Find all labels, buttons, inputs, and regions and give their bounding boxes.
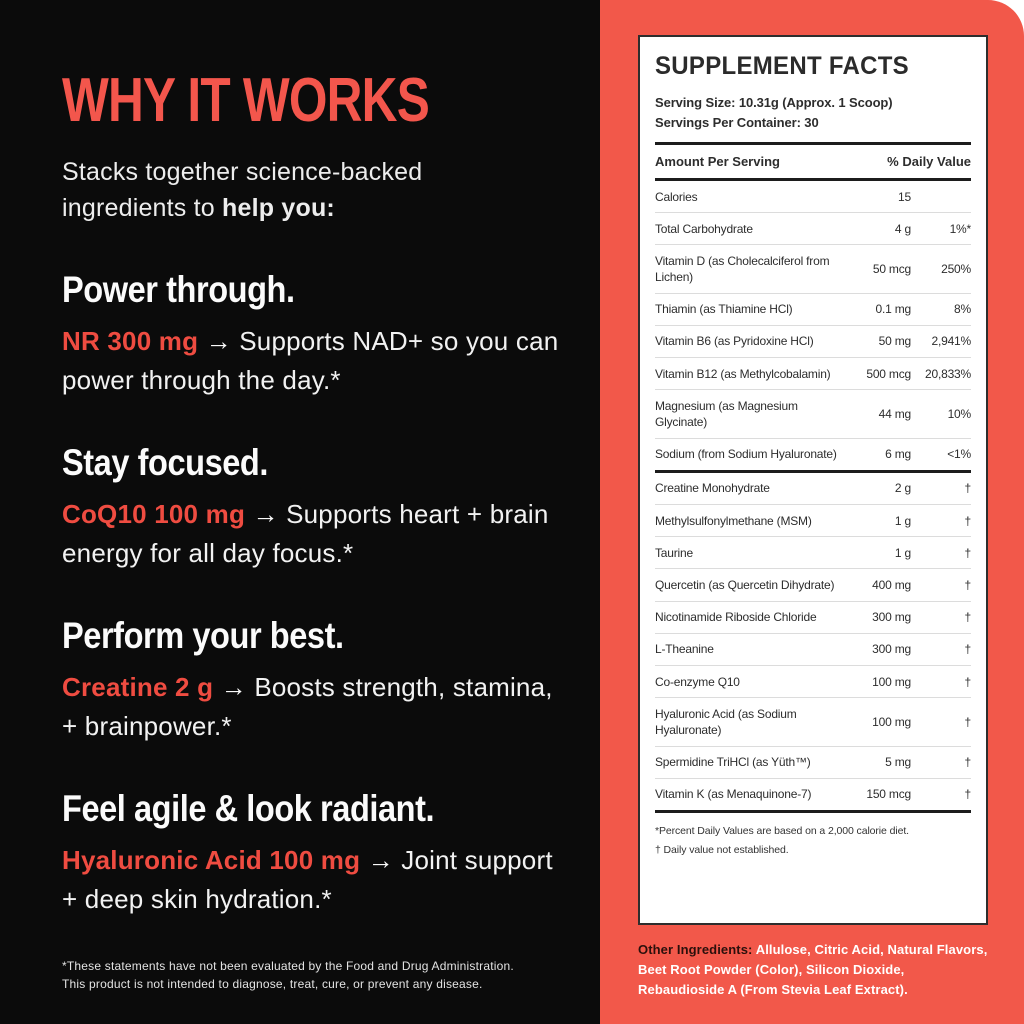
nutrient-daily-value: 20,833% [925, 366, 971, 381]
nutrient-name: Magnesium (as Magnesium Glycinate) [655, 398, 798, 429]
nutrient-amount: 2 g [894, 481, 911, 496]
nutrient-row [655, 181, 971, 213]
nutrient-amount: 15 [898, 189, 911, 204]
nutrient-row [655, 537, 971, 569]
nutrient-row [655, 698, 971, 746]
nutrient-amount: 1 g [894, 545, 911, 560]
nutrient-name: Calories [655, 189, 698, 204]
benefit-heading: Feel agile & look radiant. [62, 787, 435, 829]
facts-title: SUPPLEMENT FACTS [655, 52, 909, 80]
nutrient-row [655, 473, 971, 505]
column-header-amount: Amount Per Serving [655, 154, 780, 169]
nutrient-name: Vitamin K (as Menaquinone-7) [655, 787, 812, 802]
arrow-icon: → [220, 671, 247, 702]
nutrient-daily-value: † [964, 610, 971, 625]
nutrient-row [655, 294, 971, 326]
benefit-heading: Power through. [62, 268, 295, 310]
ingredient-amount: NR 300 mg [62, 325, 199, 356]
nutrient-row [655, 213, 971, 245]
nutrient-daily-value: 8% [954, 302, 971, 317]
nutrient-name: Sodium (from Sodium Hyaluronate) [655, 447, 837, 462]
benefit-section-perform [62, 614, 562, 746]
nutrient-row [655, 390, 971, 438]
nutrient-name: Spermidine TriHCl (as Yüth™) [655, 755, 811, 770]
benefit-heading: Stay focused. [62, 441, 268, 483]
nutrient-amount: 100 mg [872, 714, 911, 729]
footnote-daily-values: *Percent Daily Values are based on a 2,000 calorie diet. [655, 824, 909, 837]
facts-footnotes [655, 813, 971, 860]
nutrient-name: Total Carbohydrate [655, 221, 753, 236]
benefit-body [62, 668, 562, 746]
nutrient-amount: 300 mg [872, 610, 911, 625]
arrow-icon: → [252, 498, 279, 529]
benefit-section-focus [62, 441, 562, 573]
nutrient-row [655, 569, 971, 601]
serving-size: Serving Size: 10.31g (Approx. 1 Scoop) [655, 95, 893, 110]
nutrient-row [655, 779, 971, 810]
nutrient-row [655, 326, 971, 358]
nutrient-daily-value: † [964, 755, 971, 770]
nutrient-daily-value: † [964, 642, 971, 657]
intro-bold: help you: [222, 194, 335, 223]
nutrient-amount: 5 mg [885, 755, 911, 770]
nutrient-rows-secondary [655, 473, 971, 810]
nutrient-name: Vitamin D (as Cholecalciferol from Lichen) [655, 253, 830, 285]
nutrient-row [655, 505, 971, 537]
nutrient-amount: 50 mcg [872, 261, 911, 276]
nutrient-name: Quercetin (as Quercetin Dihydrate) [655, 577, 835, 592]
nutrient-row [655, 747, 971, 779]
benefit-section-power [62, 268, 562, 400]
nutrient-name: Vitamin B12 (as Methylcobalamin) [655, 366, 831, 381]
nutrient-row [655, 358, 971, 390]
fda-disclaimer [62, 957, 532, 994]
nutrient-name: Taurine [655, 545, 693, 560]
ingredient-amount: Creatine 2 g [62, 671, 214, 702]
other-ingredients-label: Other Ingredients: [638, 942, 753, 957]
nutrient-daily-value: 250% [941, 261, 971, 276]
other-ingredients [638, 940, 990, 1000]
nutrient-amount: 400 mg [872, 577, 911, 592]
nutrient-amount: 6 mg [885, 447, 911, 462]
other-ingredients-text: Allulose, Citric Acid, Natural Flavors, Beet Root Powder (Color), Silicon Dioxide, Rebaudioside A (From Stevia Leaf Extract). [638, 942, 988, 998]
nutrient-name: Vitamin B6 (as Pyridoxine HCl) [655, 334, 814, 349]
nutrient-name: Nicotinamide Riboside Chloride [655, 610, 817, 625]
nutrient-name: Thiamin (as Thiamine HCl) [655, 302, 793, 317]
ingredient-amount: Hyaluronic Acid 100 mg [62, 844, 361, 875]
table-header-row [655, 145, 971, 181]
servings-per-container: Servings Per Container: 30 [655, 114, 819, 130]
nutrient-daily-value: † [964, 481, 971, 496]
nutrient-amount: 100 mg [872, 674, 911, 689]
nutrient-row [655, 245, 971, 293]
intro-regular: Stacks together science-backed ingredients to [62, 158, 423, 223]
nutrient-name: Creatine Monohydrate [655, 481, 770, 496]
nutrient-daily-value: † [964, 513, 971, 528]
nutrient-row [655, 439, 971, 470]
column-header-daily-value: % Daily Value [887, 154, 971, 169]
arrow-icon: → [367, 844, 394, 875]
benefit-body [62, 841, 562, 919]
arrow-icon: → [205, 325, 232, 356]
intro-text [62, 154, 502, 227]
benefit-description: Boosts strength, stamina, + brainpower.* [62, 671, 553, 741]
nutrient-amount: 4 g [894, 221, 911, 236]
nutrient-name: L-Theanine [655, 642, 714, 657]
nutrient-row [655, 602, 971, 634]
nutrient-name: Hyaluronic Acid (as Sodium Hyaluronate) [655, 706, 797, 737]
nutrient-amount: 50 mg [878, 334, 911, 349]
ingredient-amount: CoQ10 100 mg [62, 498, 246, 529]
nutrient-row [655, 634, 971, 666]
benefit-section-radiant [62, 787, 562, 919]
nutrient-amount: 44 mg [878, 406, 911, 421]
nutrient-amount: 150 mcg [866, 787, 911, 802]
benefit-description: Supports heart + brain energy for all day focus.* [62, 498, 549, 568]
nutrient-daily-value: † [964, 577, 971, 592]
nutrient-daily-value: † [964, 787, 971, 802]
nutrient-daily-value: 10% [947, 406, 971, 421]
nutrient-daily-value: † [964, 674, 971, 689]
footnote-not-established: † Daily value not established. [655, 843, 789, 856]
page-title: WHY IT WORKS [62, 66, 429, 135]
nutrient-row [655, 666, 971, 698]
nutrient-daily-value: † [964, 545, 971, 560]
benefit-heading: Perform your best. [62, 614, 344, 656]
nutrient-rows-main [655, 181, 971, 470]
nutrient-daily-value: <1% [947, 447, 971, 462]
disclaimer-line: *These statements have not been evaluated by the Food and Drug Administration. [62, 958, 514, 973]
nutrient-amount: 500 mcg [866, 366, 911, 381]
nutrient-name: Co-enzyme Q10 [655, 674, 740, 689]
benefit-description: Joint support + deep skin hydration.* [62, 844, 553, 914]
supplement-facts-panel [600, 0, 1024, 1024]
nutrient-amount: 300 mg [872, 642, 911, 657]
nutrient-daily-value: † [964, 714, 971, 729]
benefit-description: Supports NAD+ so you can power through the day.* [62, 325, 559, 395]
supplement-facts-card [638, 35, 988, 925]
nutrient-daily-value: 1%* [949, 221, 971, 236]
nutrient-amount: 1 g [894, 513, 911, 528]
disclaimer-line: This product is not intended to diagnose, treat, cure, or prevent any disease. [62, 977, 483, 992]
nutrient-amount: 0.1 mg [875, 302, 911, 317]
nutrient-daily-value: 2,941% [931, 334, 971, 349]
benefit-body [62, 322, 562, 400]
nutrient-name: Methylsulfonylmethane (MSM) [655, 513, 812, 528]
benefit-body [62, 495, 562, 573]
